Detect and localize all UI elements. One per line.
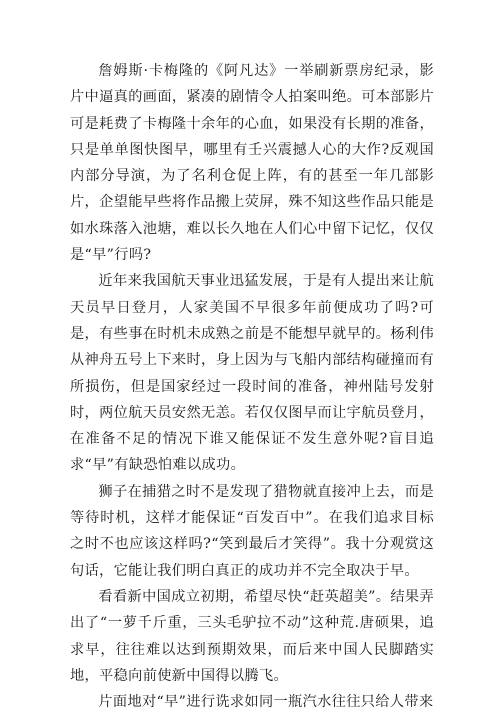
paragraph-lion-hunting: 狮子在捕猎之时不是发现了猎物就直接冲上去，而是等待时机，这样才能保证“百发百中”。在我们追求目标之时不也应该这样吗?“笑到最后才笑得”。我十分观赏这句话，它能让我们明白真正的成功并不完全取决于早。	[70, 483, 434, 579]
paragraph-avatar: 詹姆斯·卡梅隆的《阿凡达》一举刷新票房纪录，影片中逼真的画面，紧凑的剧情令人拍案叫绝。可本部影片可是耗费了卡梅隆十余年的心血，如果没有长期的准备，只是单单图快图早，哪里有壬兴震撼人心的大作?反观国内部分导演，为了名利仓促上阵，有的甚至一年几部影片，企望能早些将作品搬上荧屏，殊不知这些作品只能是如水珠落入池塘，难以长久地在人们心中留下记忆，仅仅是“早”行吗?	[70, 63, 434, 264]
document-body	[70, 58, 434, 715]
paragraph-space-program: 近年来我国航天事业迅猛发展，于是有人提出来让航天员早日登月，人家美国不早很多年前便成功了吗?可是，有些事在时机未成熟之前是不能想早就早的。杨利伟从神舟五号上下来时，身上因为与飞船内部结构碰撞而有所损伤，但是国家经过一段时间的准备，神州陆号发射时，两位航天员安然无恙。若仅仅图早而让宇航员登月，在准备不足的情况下谁又能保证不发生意外呢?盲目追求“早”有缺恐怕难以成功。	[70, 273, 434, 474]
paragraph-new-china: 看看新中国成立初期，希望尽快“赶英超美”。结果弄出了“一萝千斤重，三头毛驴拉不动”这种荒.唐硕果，追求早，往往难以达到预期效果，而后来中国人民脚踏实地，平稳向前使新中国得以腾飞。	[70, 588, 434, 684]
paragraph-conclusion: 片面地对“早”进行诜求如同一瓶汽水往往只给人带来	[98, 694, 434, 711]
